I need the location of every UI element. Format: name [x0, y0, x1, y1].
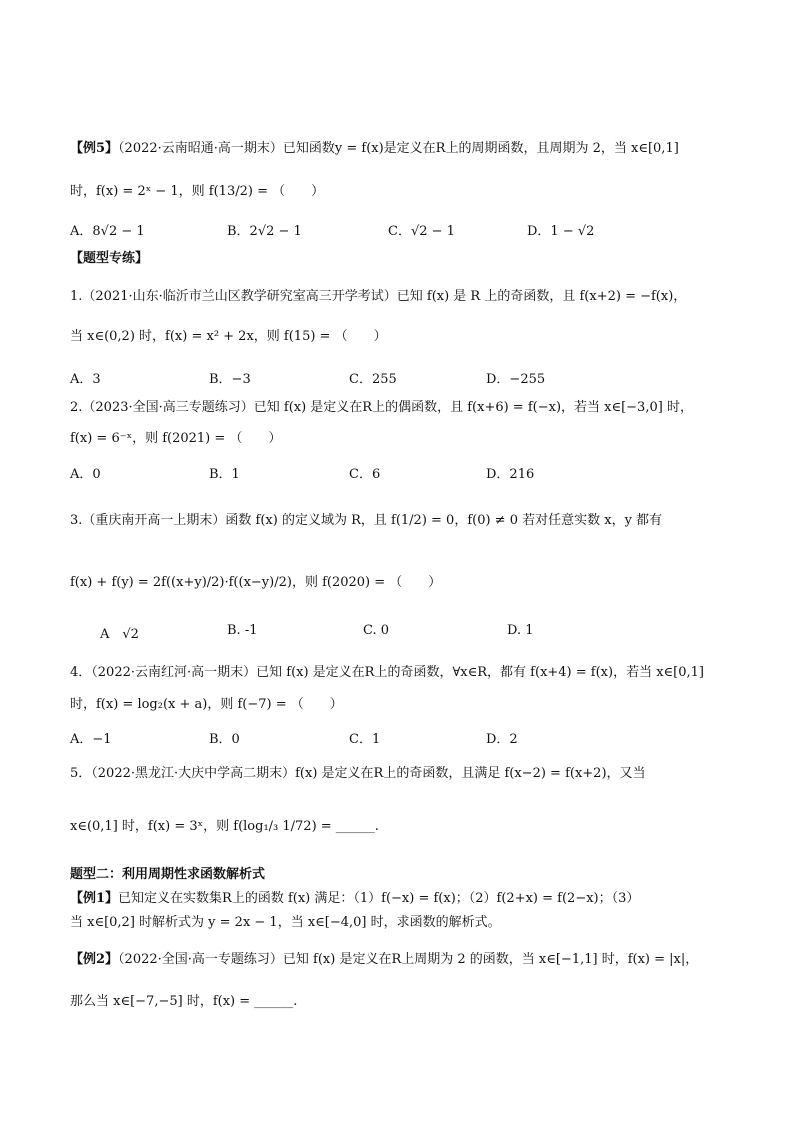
q4-option-c: C．1	[349, 732, 381, 747]
ex1-line2: 当 x∈[0,2] 时解析式为 y = 2x − 1，当 x∈[−4,0] 时，求函数的解析式。	[70, 915, 501, 930]
q2-option-c: C．6	[349, 467, 381, 482]
q2-option-b: B．1	[209, 467, 240, 482]
q1-line1: 1.（2021·山东·临沂市兰山区教学研究室高三开学考试）已知 f(x) 是 R 上的奇函数，且 f(x+2) = −f(x)，	[70, 289, 687, 304]
ex5-option-b: B．2√2 − 1	[227, 224, 302, 239]
section2-heading: 题型二：利用周期性求函数解析式	[70, 867, 266, 882]
q5-line2: x∈(0,1] 时，f(x) = 3ˣ，则 f(log₁/₃ 1/72) = ______.	[70, 819, 379, 834]
q1-option-a: A．3	[70, 372, 101, 387]
ex5-line1	[70, 140, 679, 158]
ex5-option-c: C．√2 − 1	[388, 224, 455, 239]
q1-line2: 当 x∈(0,2) 时，f(x) = x² + 2x，则 f(15) = （ ）	[70, 329, 387, 344]
ex2-text1: （2022·全国·高一专题练习）已知 f(x) 是定义在R上周期为 2 的函数，当 x∈[−1,1] 时，f(x) = |x|，	[118, 952, 699, 967]
q2-option-a: A．0	[70, 467, 101, 482]
ex5-option-d: D．1 − √2	[527, 224, 595, 239]
ex2-line1	[70, 951, 698, 969]
q2-line2: f(x) = 6⁻ˣ，则 f(2021) = （ ）	[70, 431, 282, 446]
q3-option-c: C. 0	[363, 623, 390, 638]
ex5-line2: 时，f(x) = 2ˣ − 1，则 f(13/2) = （ ）	[70, 184, 325, 199]
q3-option-d: D. 1	[507, 623, 534, 638]
q2-option-d: D．216	[486, 467, 535, 482]
q5-line1: 5．（2022·黑龙江·大庆中学高二期末）f(x) 是定义在R上的奇函数，且满足 f(x−2) = f(x+2)，又当	[70, 766, 646, 781]
q4-option-d: D．2	[486, 732, 518, 747]
q3-line2: f(x) + f(y) = 2f((x+y)/2)·f((x−y)/2)，则 f(2020) = （ ）	[70, 575, 442, 590]
q2-line1: 2.（2023·全国·高三专题练习）已知 f(x) 是定义在R上的偶函数，且 f(x+6) = f(−x)，若当 x∈[−3,0] 时，	[70, 400, 693, 415]
ex2-tag: 【例2】	[70, 952, 119, 967]
ex5-option-a: A．8√2 − 1	[70, 224, 145, 239]
q3-line1: 3.（重庆南开高一上期末）函数 f(x) 的定义域为 R，且 f(1/2) = 0，f(0) ≠ 0 若对任意实数 x，y 都有	[70, 513, 663, 528]
q4-option-b: B．0	[209, 732, 240, 747]
q1-option-c: C．255	[349, 372, 397, 387]
ex5-tag: 【例5】	[70, 141, 119, 156]
ex5-text1: （2022·云南昭通·高一期末）已知函数y = f(x)是定义在R上的周期函数，且周期为 2，当 x∈[0,1]	[118, 141, 679, 156]
q3-option-b: B. -1	[227, 623, 258, 638]
ex1-tag: 【例1】	[70, 891, 119, 906]
practice-heading: 【题型专练】	[70, 251, 149, 266]
q4-line2: 时，f(x) = log₂(x + a)，则 f(−7) = （ ）	[70, 697, 343, 712]
ex2-line2: 那么当 x∈[−7,−5] 时，f(x) = ______.	[70, 994, 298, 1009]
ex1-text1: 已知定义在实数集R上的函数 f(x) 满足：（1）f(−x) = f(x)；（2）f(2+x) = f(2−x)；（3）	[118, 891, 640, 906]
q4-option-a: A．−1	[70, 732, 112, 747]
ex1-line1	[70, 890, 639, 908]
q1-option-d: D．−255	[486, 372, 546, 387]
q4-line1: 4．（2022·云南红河·高一期末）已知 f(x) 是定义在R上的奇函数，∀x∈R，都有 f(x+4) = f(x)，若当 x∈[0,1]	[70, 665, 704, 680]
q3-option-a: A √2	[100, 627, 139, 642]
q1-option-b: B．−3	[209, 372, 251, 387]
